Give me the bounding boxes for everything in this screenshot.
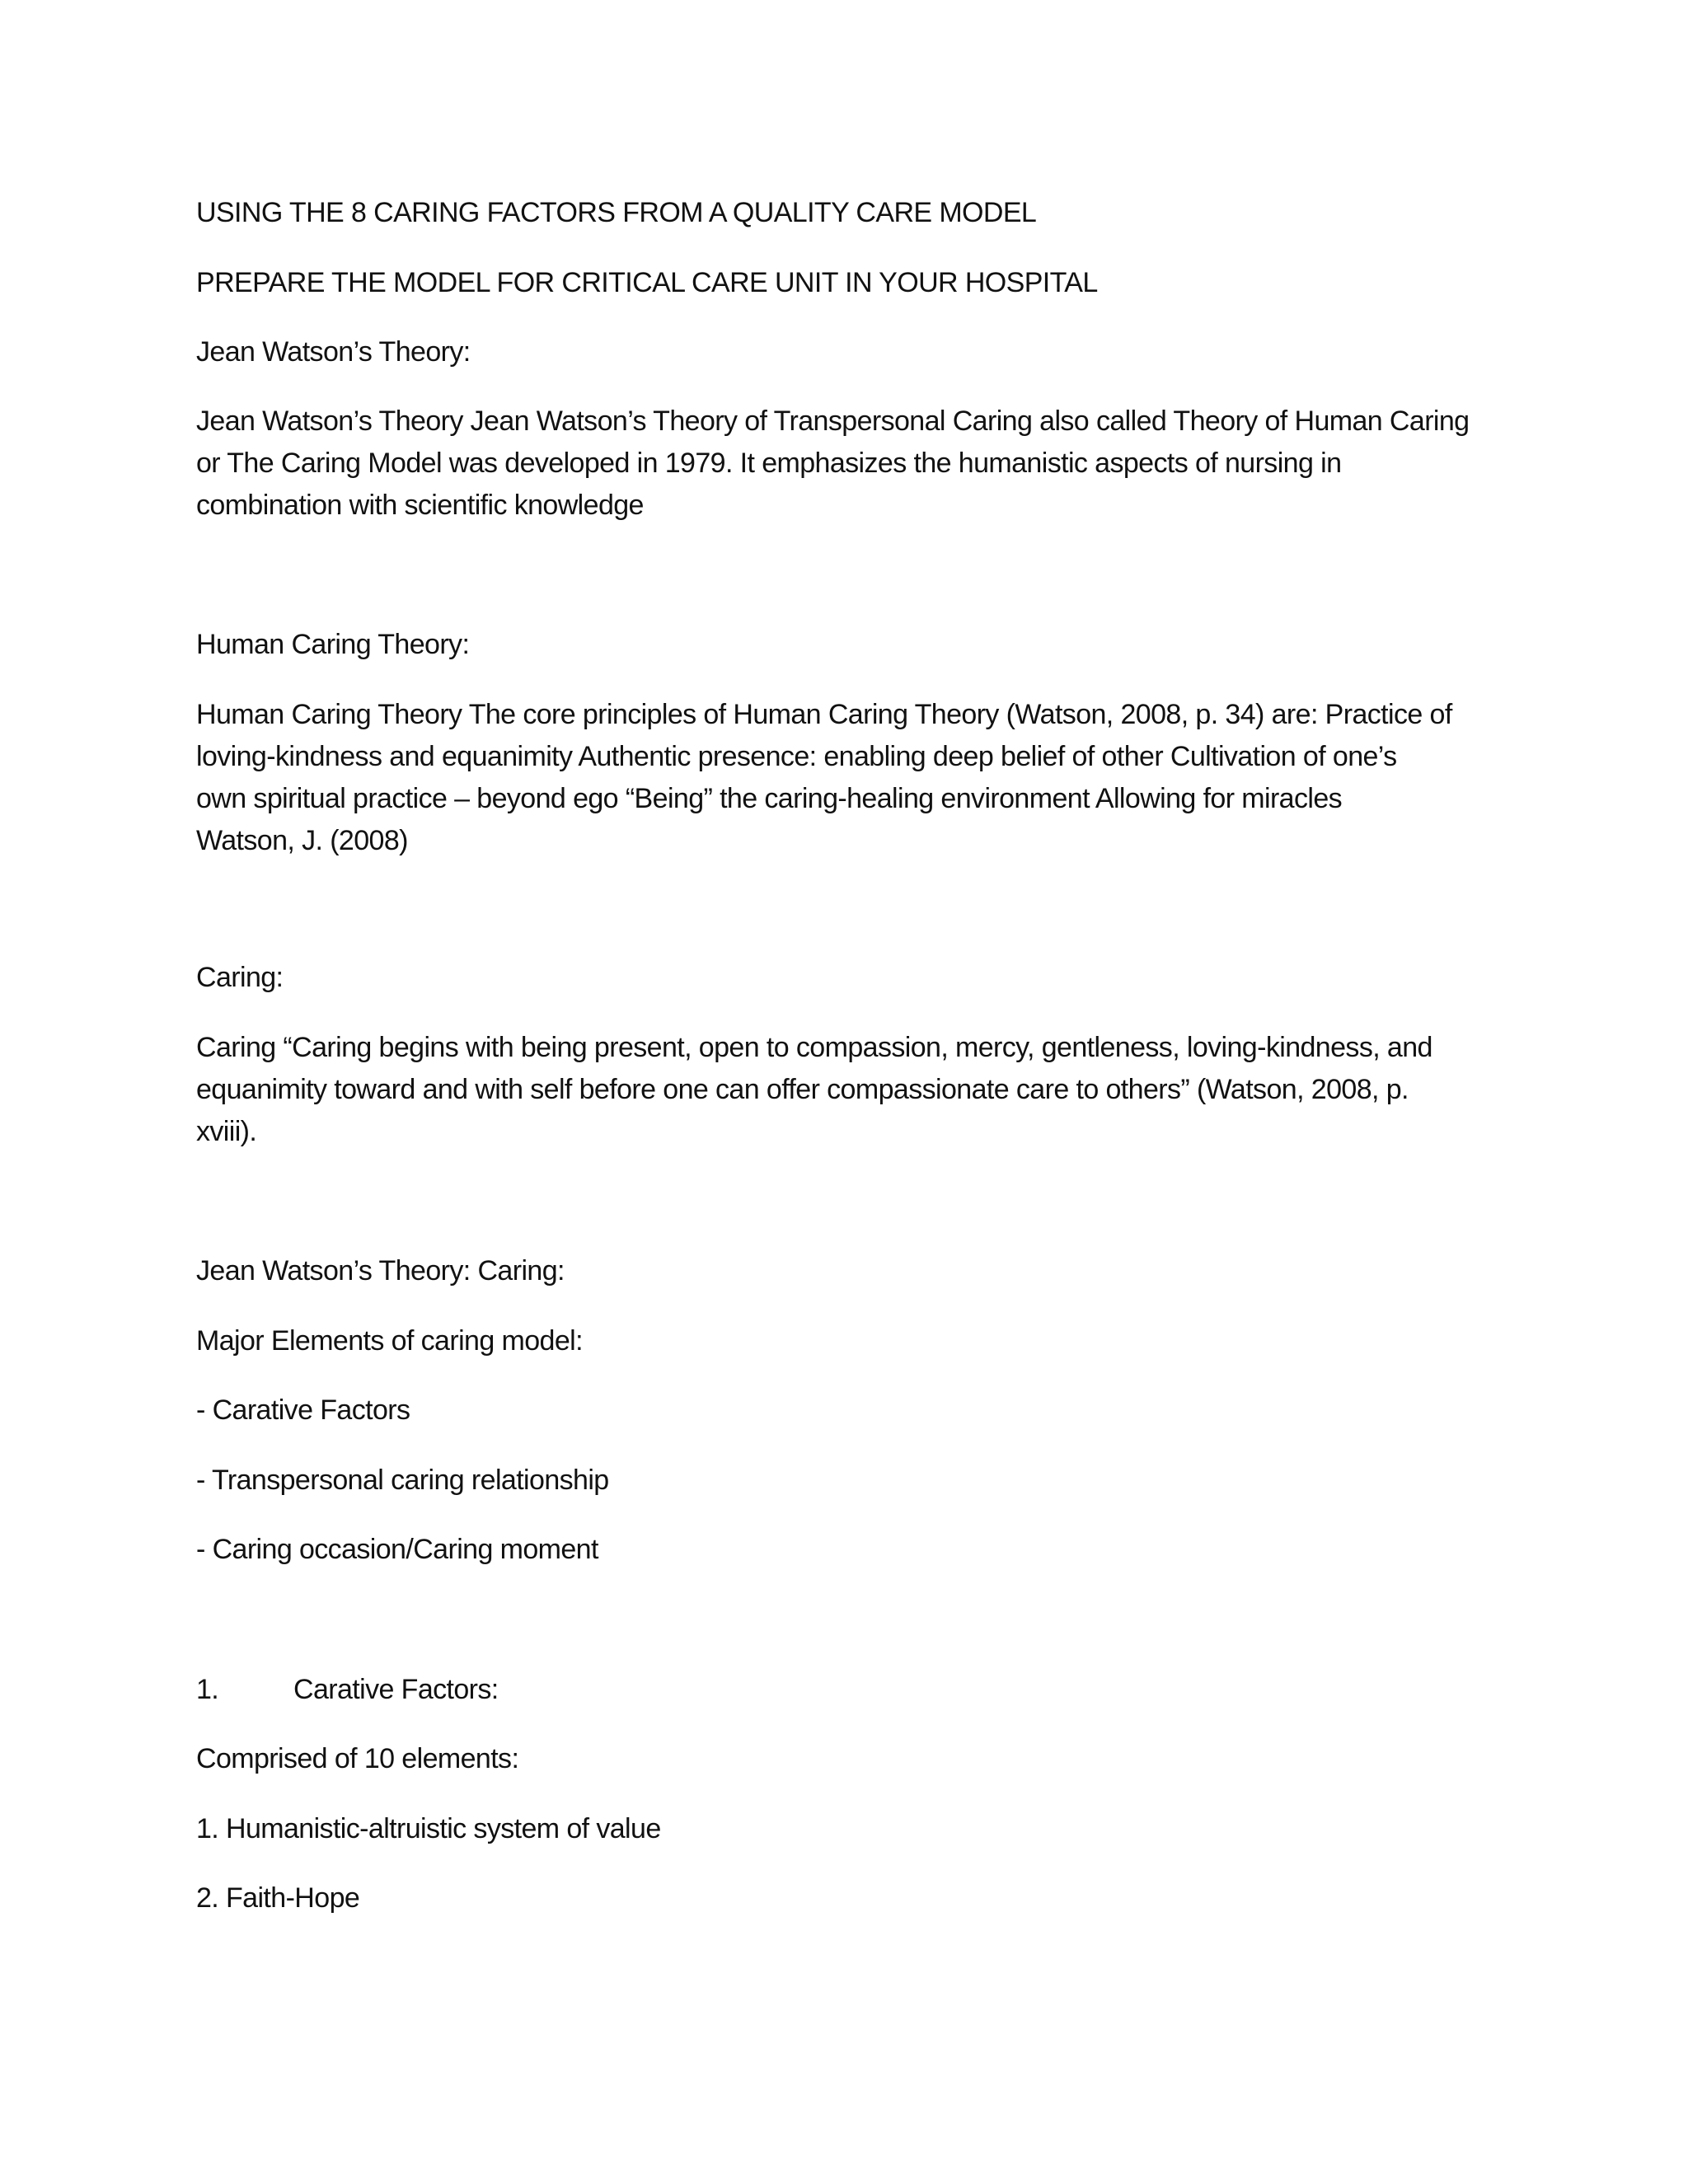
heading-number: 1. xyxy=(196,1674,219,1705)
section-title-caring: Caring: xyxy=(196,962,284,993)
paragraph-line: combination with scientific knowledge xyxy=(196,490,644,521)
paragraph-line: Human Caring Theory The core principles of Human Caring Theory (Watson, 2008, p. 34) are: Practice of xyxy=(196,699,1452,730)
paragraph-caring xyxy=(196,1027,1515,1153)
heading-quality-care-model: USING THE 8 CARING FACTORS FROM A QUALITY CARE MODEL xyxy=(196,197,1037,228)
list-item: 2. Faith-Hope xyxy=(196,1882,360,1914)
paragraph-line: equanimity toward and with self before one can offer compassionate care to others” (Watson, 2008, p. xyxy=(196,1074,1409,1105)
paragraph-line: or The Caring Model was developed in 1979. It emphasizes the humanistic aspects of nursing in xyxy=(196,448,1342,479)
paragraph-line: loving-kindness and equanimity Authentic presence: enabling deep belief of other Cultivation of one’s xyxy=(196,741,1397,772)
section-title-human-caring-theory: Human Caring Theory: xyxy=(196,629,470,660)
list-item: - Transpersonal caring relationship xyxy=(196,1465,609,1496)
section-title-jean-watson-theory-caring: Jean Watson’s Theory: Caring: xyxy=(196,1255,565,1286)
paragraph-line: own spiritual practice – beyond ego “Being” the caring-healing environment Allowing for miracles xyxy=(196,783,1343,814)
paragraph-human-caring-theory xyxy=(196,694,1515,862)
subtitle-major-elements: Major Elements of caring model: xyxy=(196,1325,583,1357)
heading-critical-care-unit: PREPARE THE MODEL FOR CRITICAL CARE UNIT IN YOUR HOSPITAL xyxy=(196,267,1098,298)
subtitle-comprised-of-elements: Comprised of 10 elements: xyxy=(196,1743,519,1774)
list-item: 1. Humanistic-altruistic system of value xyxy=(196,1813,661,1844)
paragraph-line: Watson, J. (2008) xyxy=(196,825,408,856)
paragraph-jean-watson-theory xyxy=(196,401,1515,527)
heading-text: Carative Factors: xyxy=(293,1674,499,1705)
list-item: - Caring occasion/Caring moment xyxy=(196,1534,598,1565)
list-item: - Carative Factors xyxy=(196,1394,410,1426)
paragraph-line: Caring “Caring begins with being present, open to compassion, mercy, gentleness, loving-kindness, and xyxy=(196,1032,1432,1063)
numbered-heading-carative-factors xyxy=(196,1669,499,1710)
paragraph-line: xviii). xyxy=(196,1116,257,1147)
paragraph-line: Jean Watson’s Theory Jean Watson’s Theory of Transpersonal Caring also called Theory of Human Caring xyxy=(196,405,1470,437)
section-title-jean-watson-theory: Jean Watson’s Theory: xyxy=(196,336,471,368)
